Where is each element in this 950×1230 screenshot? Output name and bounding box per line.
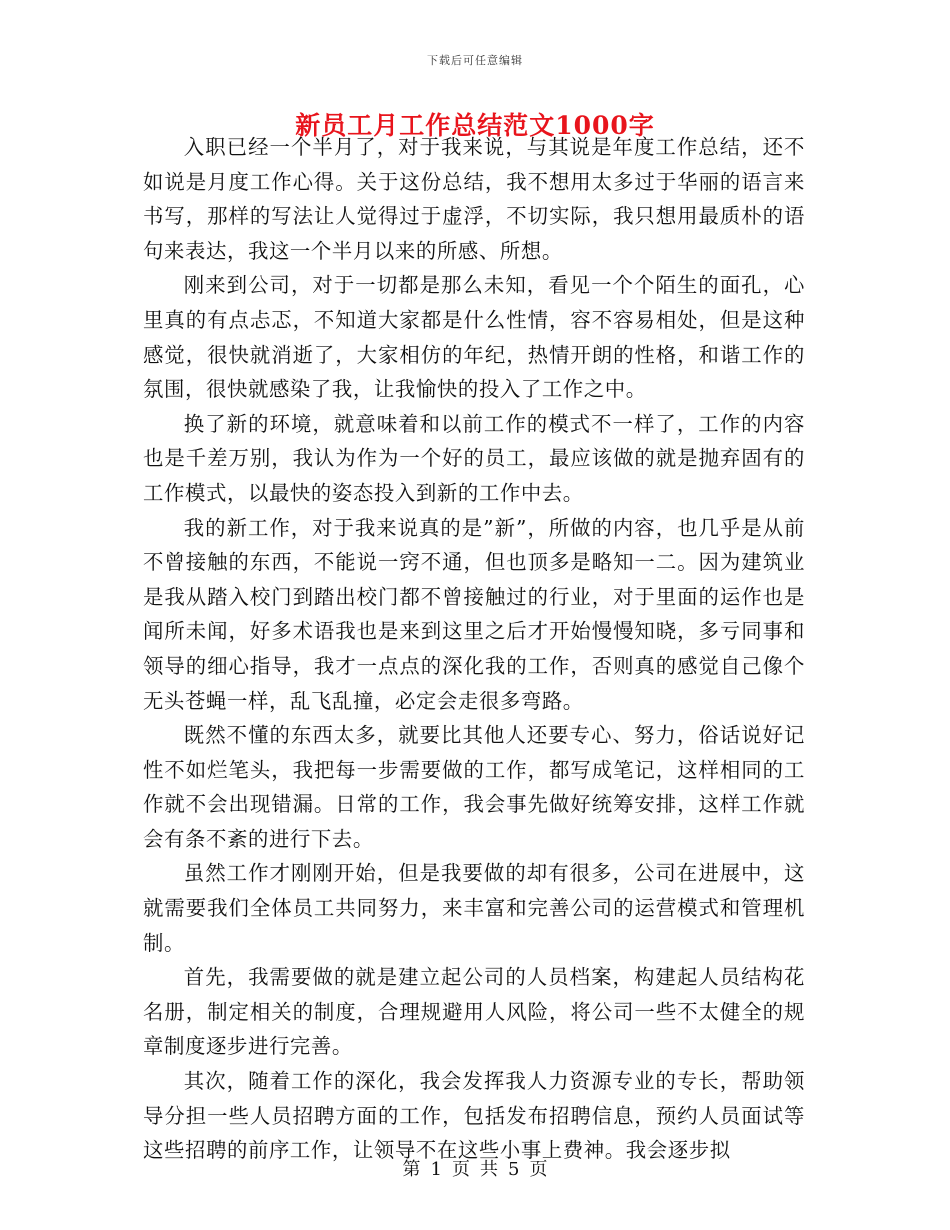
document-body	[143, 130, 805, 1168]
document-title: 新员工月工作总结范文1000字	[295, 111, 655, 140]
page-footer	[0, 1155, 950, 1181]
footer-current-page: 1	[430, 1159, 442, 1180]
footer-page-word: 页	[452, 1159, 470, 1180]
footer-total-word: 共	[480, 1159, 498, 1180]
paragraph: 虽然工作才刚刚开始，但是我要做的却有很多，公司在进展中，这就需要我们全体员工共同努力，来丰富和完善公司的运营模式和管理机制。	[143, 861, 805, 955]
footer-total-pages: 5	[508, 1159, 520, 1180]
paragraph: 我的新工作，对于我来说真的是”新”，所做的内容，也几乎是从前不曾接触的东西，不能说一窍不通，但也顶多是略知一二。因为建筑业是我从踏入校门到踏出校门都不曾接触过的行业，对于里面的运作也是闻所未闻，好多术语我也是来到这里之后才开始慢慢知晓，多亏同事和领导的细心指导，我才一点点的深化我的工作，否则真的感觉自己像个无头苍蝇一样，乱飞乱撞，必定会走很多弯路。	[143, 515, 805, 713]
footer-prefix: 第	[402, 1159, 421, 1180]
paragraph: 刚来到公司，对于一切都是那么未知，看见一个个陌生的面孔，心里真的有点忐忑，不知道大家都是什么性情，容不容易相处，但是这种感觉，很快就消逝了，大家相仿的年纪，热情开朗的性格，和谐工作的氛围，很快就感染了我，让我愉快的投入了工作之中。	[143, 273, 805, 402]
paragraph: 其次，随着工作的深化，我会发挥我人力资源专业的专长，帮助领导分担一些人员招聘方面的工作，包括发布招聘信息，预约人员面试等这些招聘的前序工作，让领导不在这些小事上费神。我会逐步拟	[143, 1069, 805, 1163]
paragraph: 入职已经一个半月了，对于我来说，与其说是年度工作总结，还不如说是月度工作心得。关于这份总结，我不想用太多过于华丽的语言来书写，那样的写法让人觉得过于虚浮，不切实际，我只想用最质朴的语句来表达，我这一个半月以来的所感、所想。	[143, 135, 805, 263]
header-note: 下载后可任意编辑	[427, 54, 523, 67]
paragraph: 既然不懂的东西太多，就要比其他人还要专心、努力，俗话说好记性不如烂笔头，我把每一步需要做的工作，都写成笔记，这样相同的工作就不会出现错漏。日常的工作，我会事先做好统筹安排，这样工作就会有条不紊的进行下去。	[143, 723, 805, 851]
paragraph: 首先，我需要做的就是建立起公司的人员档案，构建起人员结构花名册，制定相关的制度，合理规避用人风险，将公司一些不太健全的规章制度逐步进行完善。	[143, 965, 805, 1059]
footer-suffix: 页	[529, 1159, 548, 1180]
paragraph: 换了新的环境，就意味着和以前工作的模式不一样了，工作的内容也是千差万别，我认为作为一个好的员工，最应该做的就是抛弃固有的工作模式，以最快的姿态投入到新的工作中去。	[143, 411, 805, 505]
